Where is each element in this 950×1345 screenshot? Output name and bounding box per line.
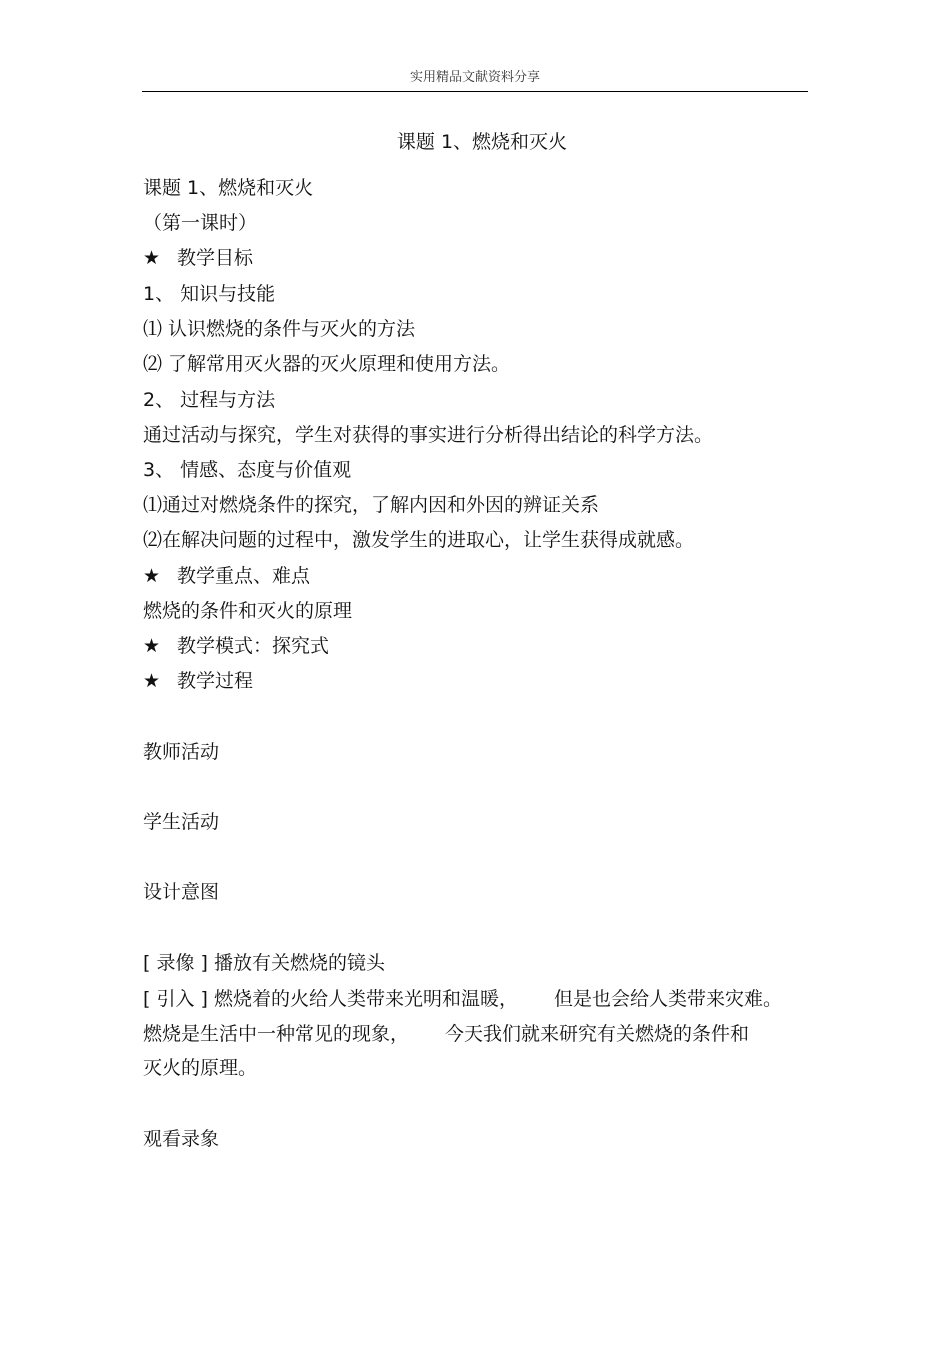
star-icon: ★ xyxy=(143,247,161,269)
intro-text-part-3: 燃烧是生活中一种常见的现象， xyxy=(143,1023,410,1045)
objective-3-item-1: ⑴通过对燃烧条件的探究，了解内因和外因的辨证关系 xyxy=(143,494,600,516)
section-process-heading xyxy=(143,667,253,695)
objective-3-item-2: ⑵在解决问题的过程中，激发学生的进取心，让学生获得成就感。 xyxy=(143,529,695,551)
intro-step-line-1 xyxy=(143,985,782,1013)
student-watch-video: 观看录象 xyxy=(143,1128,220,1150)
document-title: 课题 1、燃烧和灭火 xyxy=(396,131,568,153)
intro-step-line-3: 灭火的原理。 xyxy=(143,1057,258,1079)
column-design-intent: 设计意图 xyxy=(143,881,220,903)
intro-text-part-4: 今天我们就来研究有关燃烧的条件和 xyxy=(445,1023,750,1045)
objective-1-item-1: ⑴ 认识燃烧的条件与灭火的方法 xyxy=(143,318,416,340)
star-icon: ★ xyxy=(143,635,161,657)
page-header: 实用精品文献资料分享 xyxy=(409,70,540,85)
objective-2-text: 通过活动与探究，学生对获得的事实进行分析得出结论的科学方法。 xyxy=(143,424,714,446)
keypoints-text: 燃烧的条件和灭火的原理 xyxy=(143,600,353,622)
objective-1-item-2: ⑵ 了解常用灭火器的灭火原理和使用方法。 xyxy=(143,353,511,375)
intro-step-line-2 xyxy=(143,1020,749,1048)
column-student-activity: 学生活动 xyxy=(143,811,220,833)
lesson-title: 课题 1、燃烧和灭火 xyxy=(143,177,314,199)
objective-2-heading: 2、 过程与方法 xyxy=(143,389,276,411)
section-objectives-label: 教学目标 xyxy=(177,247,254,269)
section-mode-heading xyxy=(143,632,329,660)
section-keypoints-heading xyxy=(143,562,310,590)
column-teacher-activity: 教师活动 xyxy=(143,741,220,763)
star-icon: ★ xyxy=(143,670,161,692)
video-step: [ 录像 ] 播放有关燃烧的镜头 xyxy=(143,952,385,974)
section-mode-label: 教学模式：探究式 xyxy=(177,635,330,657)
intro-text-part-2: 但是也会给人类带来灾难。 xyxy=(553,988,782,1010)
objective-1-heading: 1、 知识与技能 xyxy=(143,283,276,305)
section-process-label: 教学过程 xyxy=(177,670,254,692)
star-icon: ★ xyxy=(143,565,161,587)
section-keypoints-label: 教学重点、难点 xyxy=(177,565,311,587)
objective-3-heading: 3、 情感、态度与价值观 xyxy=(143,459,352,481)
intro-text-part-1: [ 引入 ] 燃烧着的火给人类带来光明和温暖， xyxy=(143,988,518,1010)
header-divider xyxy=(142,91,808,92)
lesson-period: （第一课时） xyxy=(143,212,258,234)
section-objectives-heading xyxy=(143,244,253,272)
